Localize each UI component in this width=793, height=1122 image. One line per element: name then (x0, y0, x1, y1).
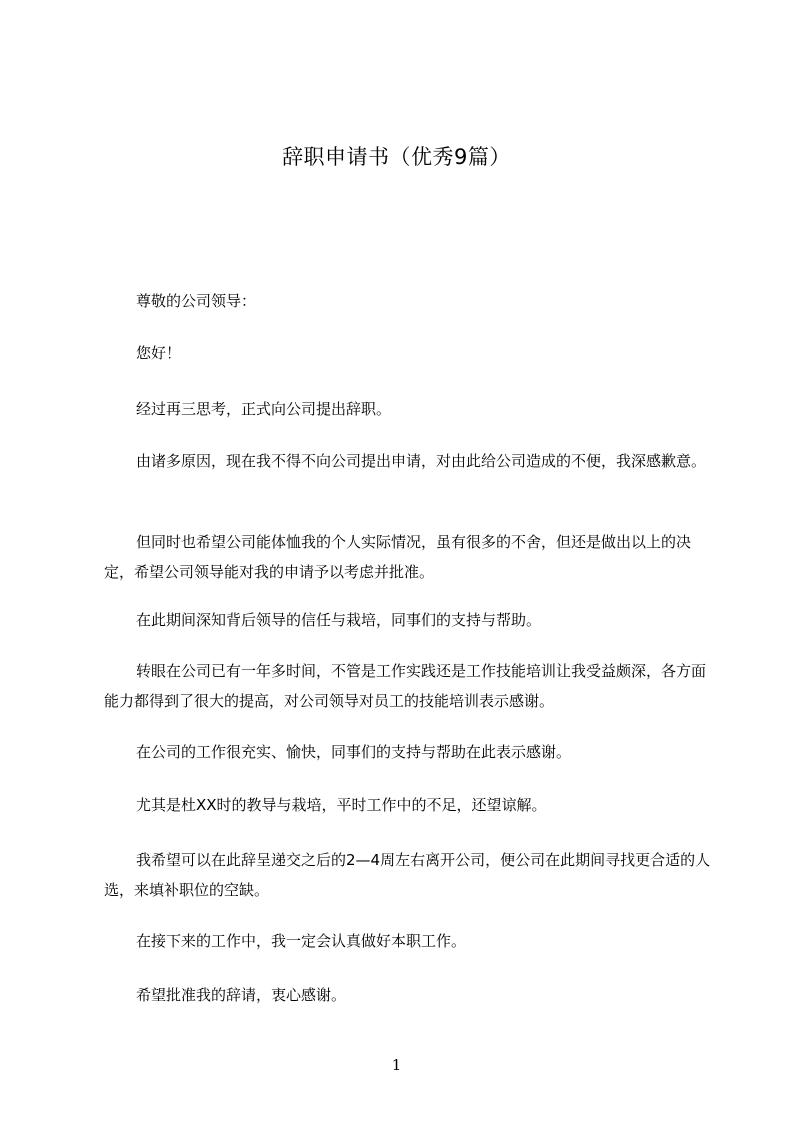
salutation: 尊敬的公司领导： (136, 292, 257, 310)
paragraph-6: 在公司的工作很充实、愉快，同事们的支持与帮助在此表示感谢。 (136, 743, 572, 761)
greeting: 您好！ (136, 344, 182, 362)
paragraph-7: 尤其是杜XX时的教导与栽培，平时工作中的不足，还望谅解。 (136, 796, 547, 814)
paragraph-2: 由诸多原因，现在我不得不向公司提出申请，对由此给公司造成的不便，我深感歉意。 (136, 452, 707, 470)
paragraph-8: 我希望可以在此辞呈递交之后的2—4周左右离开公司，便公司在此期间寻找更合适的人选，来填补职位的空缺。 (104, 851, 711, 899)
paragraph-9: 在接下来的工作中，我一定会认真做好本职工作。 (136, 932, 467, 950)
page-number: 1 (391, 1056, 402, 1074)
paragraph-3: 但同时也希望公司能体恤我的个人实际情况，虽有很多的不舍，但还是做出以上的决定，希望公司领导能对我的申请予以考虑并批准。 (104, 533, 692, 581)
paragraph-4: 在此期间深知背后领导的信任与栽培，同事们的支持与帮助。 (136, 611, 542, 629)
closing: 希望批准我的辞请，衷心感谢。 (136, 986, 347, 1004)
paragraph-5: 转眼在公司已有一年多时间，不管是工作实践还是工作技能培训让我受益颇深，各方面能力都得到了很大的提高，对公司领导对员工的技能培训表示感谢。 (104, 662, 707, 710)
page-title: 辞职申请书（优秀9篇） (282, 145, 511, 169)
paragraph-1: 经过再三思考，正式向公司提出辞职。 (136, 400, 392, 418)
